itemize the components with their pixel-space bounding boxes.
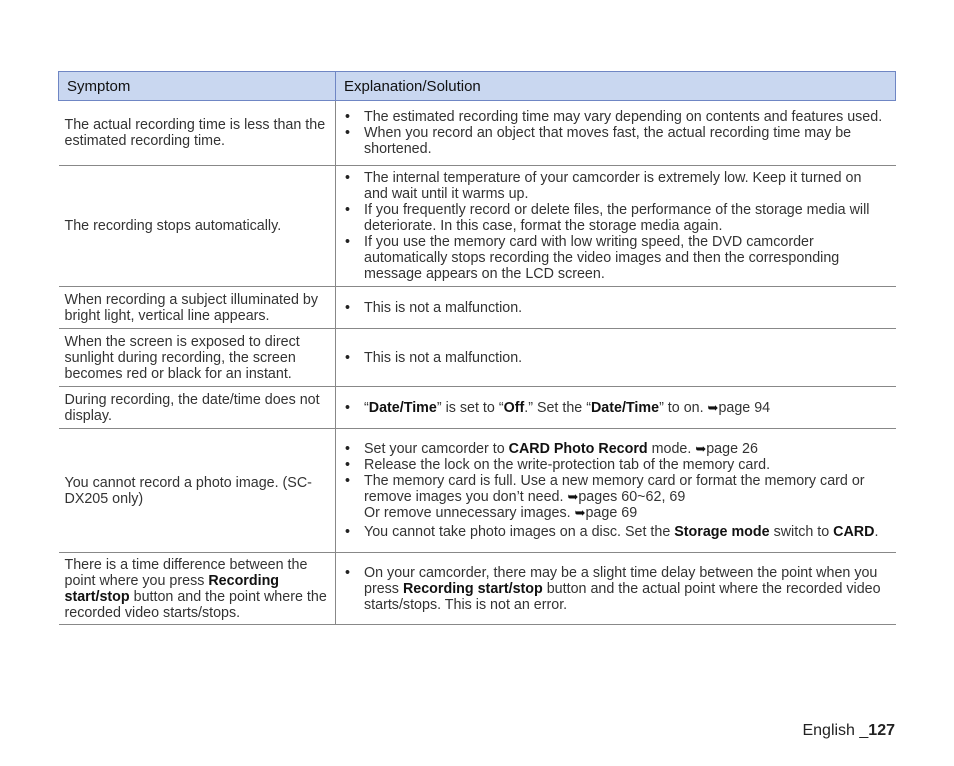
date-time-keyword: Date/Time (368, 399, 437, 416)
symptom-cell: When recording a subject illuminated by bright light, vertical line appears. (59, 287, 336, 329)
text-fragment: Set your camcorder to (364, 441, 509, 457)
page-reference-arrow-icon: ➥ (707, 399, 719, 415)
text-fragment: Or remove unnecessary images. (364, 505, 575, 521)
list-item: • This is not a malfunction. (342, 300, 888, 316)
page-footer (802, 722, 895, 740)
list-item: • The internal temperature of your camcorder is extremely low. Keep it turned on and wait until it warms up. (342, 170, 888, 202)
list-item (342, 400, 888, 416)
text-fragment: You cannot take photo images on a disc. Set the (364, 524, 675, 540)
page-reference-arrow-icon: ➥ (574, 505, 586, 520)
text-fragment: button and the actual point where the recorded video starts/stops. This is not an error. (364, 580, 881, 613)
solution-list (342, 170, 888, 282)
list-item (342, 565, 888, 613)
table-row (59, 287, 896, 329)
page-reference-arrow-icon: ➥ (695, 441, 707, 456)
list-item: • The estimated recording time may vary depending on contents and features used. (342, 109, 888, 125)
text-fragment: The memory card is full. Use a new memory card or format the memory card or remove images you don’t need. (364, 473, 865, 505)
page-reference-arrow-icon: ➥ (567, 489, 579, 504)
symptom-column-header: Symptom (59, 72, 336, 101)
page-reference: pages 60~62, 69 (578, 489, 686, 505)
text-fragment: button and the point where the recorded video starts/stops. (64, 588, 327, 621)
list-item (342, 441, 888, 457)
text-fragment: .” Set the “ (524, 399, 591, 416)
solution-list (342, 109, 888, 157)
list-item: • Release the lock on the write-protection tab of the memory card. (342, 457, 888, 473)
recording-start-stop-keyword: Recording start/stop (402, 580, 543, 597)
quote-mark: “ (364, 399, 369, 416)
table-row (59, 329, 896, 387)
page-number: 127 (868, 722, 895, 739)
list-item: • When you record an object that moves fast, the actual recording time may be shortened. (342, 125, 888, 157)
troubleshooting-table (58, 71, 896, 625)
solution-cell (336, 166, 896, 287)
list-item (342, 473, 888, 522)
page-reference: page 94 (718, 399, 771, 416)
symptom-cell: You cannot record a photo image. (SC-DX205 only) (59, 429, 336, 553)
symptom-cell: During recording, the date/time does not display. (59, 387, 336, 429)
text-fragment: ” to on. (659, 399, 708, 416)
list-item: • If you frequently record or delete files, the performance of the storage media will deteriorate. In this case, format the storage media again. (342, 202, 888, 234)
page-reference: page 26 (706, 441, 758, 457)
table-row (59, 101, 896, 166)
symptom-cell: When the screen is exposed to direct sunlight during recording, the screen becomes red or black for an instant. (59, 329, 336, 387)
recording-start-stop-keyword: Recording start/stop (64, 572, 280, 605)
table-row (59, 387, 896, 429)
text-fragment: . (874, 524, 879, 540)
footer-language: English _ (802, 722, 869, 739)
text-fragment: mode. (647, 441, 696, 457)
text-fragment: There is a time difference between the point where you press (64, 556, 308, 589)
solution-list (342, 300, 888, 316)
table-header-row (59, 72, 896, 101)
date-time-keyword: Date/Time (590, 399, 660, 416)
list-item (342, 524, 888, 540)
off-keyword: Off (503, 399, 525, 416)
solution-cell (336, 429, 896, 553)
text-fragment: On your camcorder, there may be a slight time delay between the point when you press (364, 564, 878, 597)
solution-list (342, 400, 888, 416)
text-fragment: ” is set to “ (436, 399, 504, 416)
solution-cell (336, 387, 896, 429)
list-item: • If you use the memory card with low writing speed, the DVD camcorder automatically stops recording the video images and then the corresponding message appears on the LCD screen. (342, 234, 888, 282)
table-row (59, 553, 896, 625)
table-row (59, 166, 896, 287)
solution-cell (336, 329, 896, 387)
card-photo-record-keyword: CARD Photo Record (508, 441, 648, 457)
symptom-cell: The recording stops automatically. (59, 166, 336, 287)
solution-list (342, 350, 888, 366)
table-row (59, 429, 896, 553)
solution-list (342, 441, 888, 540)
solution-cell (336, 287, 896, 329)
text-fragment: switch to (769, 524, 834, 540)
storage-mode-keyword: Storage mode (674, 524, 770, 540)
solution-cell (336, 553, 896, 625)
card-keyword: CARD (833, 524, 875, 540)
solution-list (342, 565, 888, 613)
solution-column-header: Explanation/Solution (336, 72, 896, 101)
page-reference: page 69 (585, 505, 638, 521)
solution-cell (336, 101, 896, 166)
symptom-cell (59, 553, 336, 625)
list-item: • This is not a malfunction. (342, 350, 888, 366)
symptom-cell: The actual recording time is less than the estimated recording time. (59, 101, 336, 166)
